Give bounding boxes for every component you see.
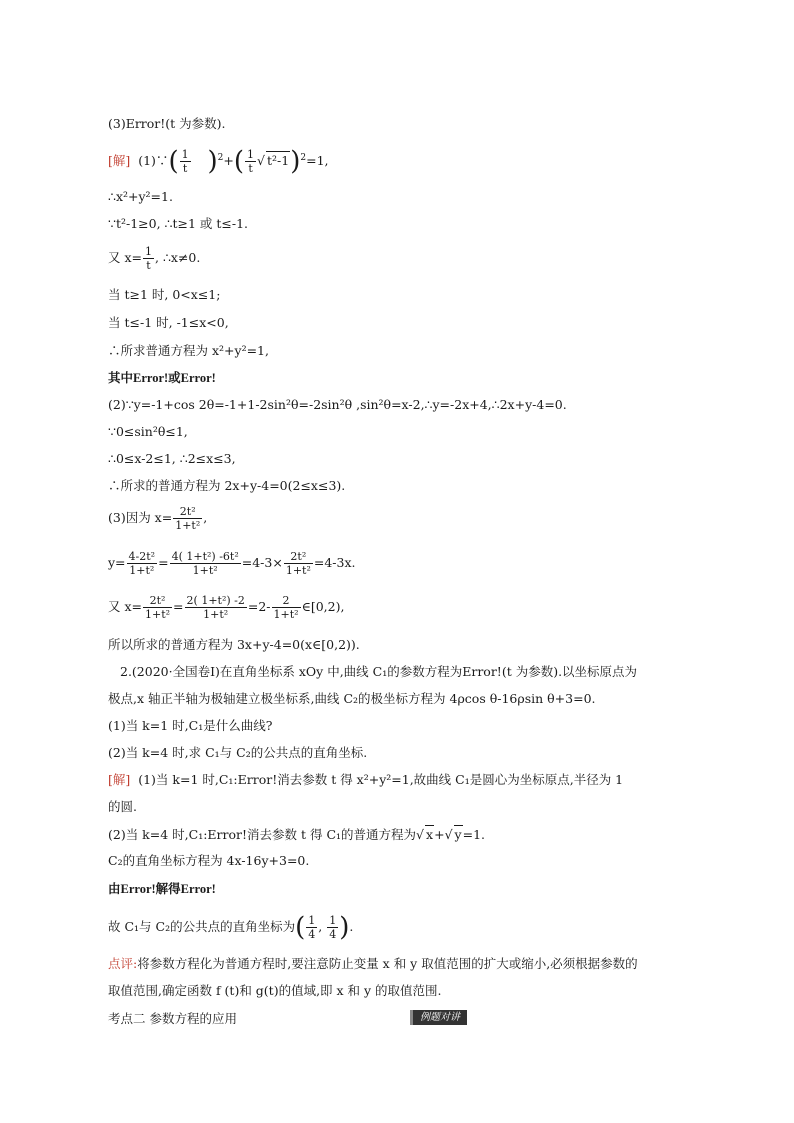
fraction: [143, 245, 154, 272]
denominator: t: [180, 161, 191, 175]
text-line: ∴0≤x-2≤1, ∴2≤x≤3,: [108, 451, 236, 466]
text: (1)当 k=1 时,C₁:Error!消去参数 t 得 x²+y²=1,故曲线 C₁是圆心为坐标原点,半径为 1: [138, 772, 624, 787]
part3-problem: (3)Error!(t 为参数).: [108, 116, 226, 131]
text-line: (2)∵y=-1+cos 2θ=-1+1-2sin²θ=-2sin²θ ,sin²θ=x-2,∴y=-2x+4,∴2x+y-4=0.: [108, 397, 567, 412]
numerator: 2t²: [179, 505, 196, 518]
paren: ): [290, 146, 301, 177]
denominator: 1+t²: [285, 564, 311, 577]
problem-2-line-2: 极点,x 轴正半轴为极轴建立极坐标系,曲线 C₂的极坐标方程为 4ρcos θ-16ρsin θ+3=0.: [108, 691, 596, 706]
text-line: ∵0≤sin²θ≤1,: [108, 424, 188, 439]
exponent: 2: [217, 152, 224, 163]
text: , ∴x≠0.: [155, 250, 201, 265]
numerator: 1: [247, 148, 255, 161]
exponent: 2: [300, 152, 307, 163]
text: =2-: [247, 599, 271, 614]
denominator: t: [245, 161, 256, 175]
paren: (: [233, 146, 245, 177]
sqrt-content: t²-1: [267, 153, 290, 168]
text-line: [108, 505, 207, 532]
solution-2-line-1: [108, 771, 623, 789]
denominator: 1+t²: [175, 519, 201, 532]
sqrt-symbol: √: [257, 153, 265, 168]
denominator: 1+t²: [170, 563, 241, 577]
section-heading: 考点二 参数方程的应用: [108, 1011, 237, 1026]
fraction: [284, 550, 313, 577]
denominator: t: [143, 258, 154, 272]
numerator: 1: [329, 914, 337, 927]
text: =4-3x.: [313, 555, 356, 570]
comment-line-2: 取值范围,确定函数 f (t)和 g(t)的值域,即 x 和 y 的取值范围.: [108, 983, 442, 998]
solution-line-1: [解] (1)∵( $\frac{1}{t}$ )$^2$+( $\frac{1}{t}$ √ t²-1)$^2$=1,: [108, 146, 329, 177]
text-line: 其中Error!或Error!: [108, 371, 216, 385]
fraction: [306, 914, 317, 941]
sqrt-content: x: [426, 827, 434, 842]
text-line: 由Error!解得Error!: [108, 882, 216, 896]
comment-line-1: [108, 955, 638, 973]
paren: (: [168, 146, 179, 177]
text: .: [349, 919, 354, 934]
solution-label: [解]: [108, 153, 131, 168]
text-line: ∴x²+y²=1.: [108, 189, 173, 204]
text: =4-3×: [241, 555, 283, 570]
text: 故 C₁与 C₂的公共点的直角坐标为: [108, 919, 296, 934]
numerator: 1: [145, 245, 152, 258]
text-line: (1)当 k=1 时,C₁是什么曲线?: [108, 718, 273, 733]
text: +: [434, 827, 445, 842]
fraction: [272, 594, 301, 621]
text-line: ∴所求普通方程为 x²+y²=1,: [108, 343, 269, 358]
numerator: 4( 1+t²) -6t²: [171, 550, 239, 563]
text: 将参数方程化为普通方程时,要注意防止变量 x 和 y 取值范围的扩大或缩小,必须根据参数的: [137, 956, 638, 971]
sqrt-symbol: √: [444, 827, 453, 842]
text-line: 故 C₁与 C₂的公共点的直角坐标为( $\frac{1}{4}$ , $\frac{1}{4}$ ).: [108, 912, 354, 943]
text-line: [108, 550, 356, 577]
fraction: [143, 594, 172, 621]
text: =: [173, 599, 184, 614]
fraction: [127, 550, 158, 577]
text: ,: [203, 510, 208, 525]
numerator: 4-2t²: [128, 550, 156, 563]
text: =1.: [462, 827, 485, 842]
solution-label: [解]: [108, 772, 131, 787]
fraction: [180, 148, 191, 175]
denominator: 1+t²: [273, 608, 299, 621]
denominator: 1+t²: [145, 608, 171, 621]
example-badge: 例题对讲: [410, 1010, 467, 1025]
sqrt-symbol: √: [416, 827, 425, 842]
text-line: 的圆.: [108, 799, 137, 814]
numerator: 2( 1+t²) -2: [186, 594, 245, 607]
text-line: [108, 245, 200, 272]
text: ∈[0,2),: [301, 599, 345, 614]
denominator: 4: [308, 928, 316, 941]
fraction: [185, 594, 247, 621]
fraction: [327, 914, 338, 941]
paren: ): [207, 146, 218, 177]
text-line: ∵t²-1≥0, ∴t≥1 或 t≤-1.: [108, 216, 249, 231]
fraction: [245, 148, 256, 175]
text-line: (2)当 k=4 时,求 C₁与 C₂的公共点的直角坐标.: [108, 745, 368, 760]
text-line: 当 t≥1 时, 0<x≤1;: [108, 287, 221, 302]
fraction: [170, 550, 241, 577]
denominator: 4: [329, 928, 337, 941]
text: 又 x=: [108, 599, 142, 614]
text: =: [158, 555, 169, 570]
numerator: 1: [308, 914, 316, 927]
numerator: 2t²: [149, 594, 166, 607]
numerator: 2t²: [290, 550, 307, 563]
text: 又 x=: [108, 250, 142, 265]
text: y=: [108, 555, 126, 570]
text-line: C₂的直角坐标方程为 4x-16y+3=0.: [108, 853, 310, 868]
text-line: [108, 825, 485, 844]
problem-2-line-1: 2.(2020·全国卷Ⅰ)在直角坐标系 xOy 中,曲线 C₁的参数方程为Error!(t 为参数).以坐标原点为: [120, 664, 638, 679]
sqrt-content: y: [454, 827, 462, 842]
denominator: 1+t²: [127, 563, 158, 577]
numerator: 2: [282, 594, 290, 607]
paren: ): [339, 912, 350, 943]
text-line: 所以所求的普通方程为 3x+y-4=0(x∈[0,2)).: [108, 637, 360, 652]
text-line: ∴所求的普通方程为 2x+y-4=0(2≤x≤3).: [108, 478, 346, 493]
numerator: 1: [181, 148, 189, 161]
denominator: 1+t²: [185, 607, 247, 621]
paren: (: [295, 912, 306, 943]
comment-label: 点评:: [108, 956, 138, 971]
text-line: [108, 594, 344, 621]
equals-text: =1,: [306, 153, 329, 168]
text: (3)因为 x=: [108, 510, 173, 525]
fraction: [173, 505, 202, 532]
text-line: 当 t≤-1 时, -1≤x<0,: [108, 315, 229, 330]
because-text: (1)∵: [138, 153, 169, 168]
text: (2)当 k=4 时,C₁:Error!消去参数 t 得 C₁的普通方程为: [108, 827, 417, 842]
